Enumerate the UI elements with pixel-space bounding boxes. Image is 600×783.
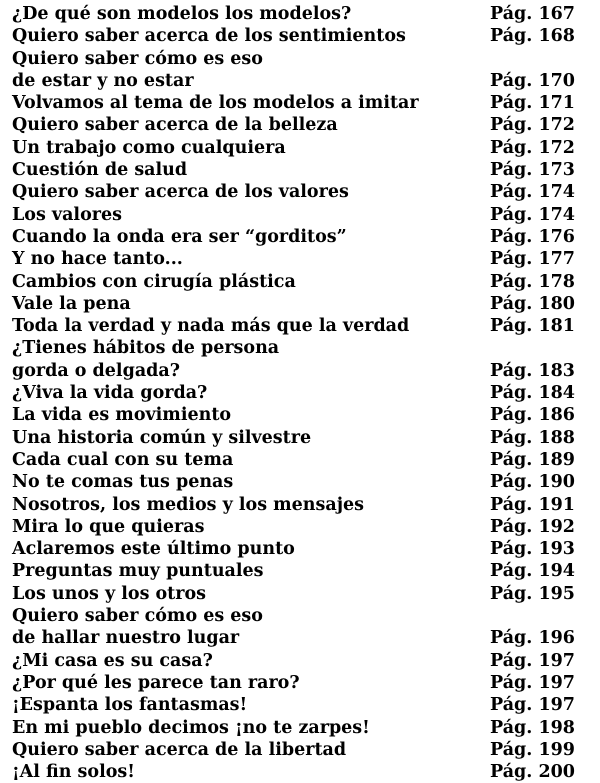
toc-entry: [12, 70, 598, 92]
toc-entry-page: Pág. 174: [490, 182, 575, 203]
toc-entry: [12, 360, 598, 382]
toc-entry-page: Pág. 184: [490, 383, 575, 404]
toc-entry: [12, 650, 598, 672]
toc-entry-page: Pág. 168: [490, 26, 575, 47]
toc-entry-title: La vida es movimiento: [12, 405, 232, 426]
toc-entry-title: ¿Por qué les parece tan raro?: [12, 672, 300, 693]
toc-entry-title: Quiero saber acerca de los sentimientos: [12, 26, 406, 47]
toc-entry: [12, 516, 598, 538]
toc-entry: [12, 137, 598, 159]
toc-entry-page: Pág. 193: [490, 539, 575, 560]
toc-entry: [12, 293, 598, 315]
toc-entry: [12, 3, 598, 25]
toc-entry: [12, 494, 598, 516]
toc-entry-title: Toda la verdad y nada más que la verdad: [12, 316, 410, 337]
toc-entry-title: Los unos y los otros: [12, 583, 207, 604]
toc-entry: [12, 427, 598, 449]
toc-entry-page: Pág. 172: [490, 115, 575, 136]
toc-entry-title: ¡Espanta los fantasmas!: [12, 695, 248, 716]
toc-entry-page: Pág. 183: [490, 360, 575, 381]
toc-entry: [12, 271, 598, 293]
toc-entry-title: ¿Mi casa es su casa?: [12, 650, 213, 671]
toc-entry-title: No te comas tus penas: [12, 472, 234, 493]
toc-entry-title: Quiero saber cómo es eso: [12, 606, 263, 627]
toc-entry-title: Cuando la onda era ser “gorditos”: [12, 226, 347, 247]
toc-entry-page: Pág. 176: [490, 226, 575, 247]
toc-entry-title: Cambios con cirugía plástica: [12, 271, 296, 292]
toc-entry-title: Quiero saber cómo es eso: [12, 48, 263, 69]
toc-entry-page: Pág. 197: [490, 695, 575, 716]
toc-entry-page: Pág. 190: [490, 472, 575, 493]
toc-entry-title: Preguntas muy puntuales: [12, 561, 264, 582]
toc-entry: [12, 114, 598, 136]
toc-entry: [12, 717, 598, 739]
toc-entry-page: Pág. 170: [490, 70, 575, 91]
toc-entry-page: Pág. 192: [490, 516, 575, 537]
toc-entry-title: ¡Al fin solos!: [12, 762, 135, 783]
toc-entry-page: Pág. 200: [490, 762, 575, 783]
toc-entry-page: Pág. 178: [490, 271, 575, 292]
toc-entry: [12, 248, 598, 270]
toc-entry-page: Pág. 195: [490, 583, 575, 604]
toc-entry-title: Cada cual con su tema: [12, 449, 234, 470]
toc-entry-title: de estar y no estar: [12, 70, 194, 91]
toc-entry: [12, 204, 598, 226]
toc-entry-page: Pág. 181: [490, 316, 575, 337]
toc-entry-page: Pág. 172: [490, 137, 575, 158]
toc-entry-title: gorda o delgada?: [12, 360, 180, 381]
toc-entry-title: Mira lo que quieras: [12, 516, 205, 537]
toc-entry-page: Pág. 188: [490, 427, 575, 448]
toc-entry-title: Quiero saber acerca de los valores: [12, 182, 349, 203]
toc-entry: [12, 181, 598, 203]
toc-entry-title: Volvamos al tema de los modelos a imitar: [12, 93, 419, 114]
toc-entry-title: ¿De qué son modelos los modelos?: [12, 4, 352, 24]
toc-entry: [12, 761, 598, 783]
toc-entry: [12, 25, 598, 47]
toc-entry: [12, 672, 598, 694]
toc-entry-title: Una historia común y silvestre: [12, 427, 312, 448]
toc-entry: [12, 92, 598, 114]
toc-entry-title: ¿Tienes hábitos de persona: [12, 338, 280, 359]
toc-entry-page: Pág. 197: [490, 672, 575, 693]
toc-entry: [12, 538, 598, 560]
toc-entry-title: Un trabajo como cualquiera: [12, 137, 286, 158]
toc-entry-title: Cuestión de salud: [12, 160, 188, 181]
toc-entry: [12, 337, 598, 359]
toc-entry: [12, 739, 598, 761]
toc-entry: [12, 694, 598, 716]
toc-entry-title: Y no hace tanto...: [12, 249, 183, 270]
toc-entry-title: Aclaremos este último punto: [12, 539, 295, 560]
toc-entry-title: Vale la pena: [12, 293, 131, 314]
toc-entry: [12, 471, 598, 493]
toc-entry-page: Pág. 196: [490, 628, 575, 649]
toc-entry-title: Los valores: [12, 204, 122, 225]
toc-entry: [12, 315, 598, 337]
toc-entry: [12, 48, 598, 70]
toc-entry: [12, 159, 598, 181]
toc-entry-title: de hallar nuestro lugar: [12, 628, 240, 649]
toc-entry-page: Pág. 197: [490, 650, 575, 671]
toc-entry: [12, 605, 598, 627]
toc-entry-page: Pág. 189: [490, 449, 575, 470]
toc-entry-title: Quiero saber acerca de la belleza: [12, 115, 338, 136]
toc-entry-title: ¿Viva la vida gorda?: [12, 383, 208, 404]
toc-entry-page: Pág. 171: [490, 93, 575, 114]
toc-entry: [12, 449, 598, 471]
toc-entry-page: Pág. 191: [490, 494, 575, 515]
toc-entry-page: Pág. 194: [490, 561, 575, 582]
toc-entry: [12, 583, 598, 605]
toc-entry-page: Pág. 174: [490, 204, 575, 225]
toc-entry-page: Pág. 199: [490, 739, 575, 760]
toc-entry-page: Pág. 167: [490, 4, 575, 24]
toc-entry-page: Pág. 186: [490, 405, 575, 426]
toc-entry: [12, 627, 598, 649]
toc-entry: [12, 382, 598, 404]
toc-entry: [12, 226, 598, 248]
toc-entry-page: Pág. 177: [490, 249, 575, 270]
toc-entry-page: Pág. 173: [490, 160, 575, 181]
toc-entry-page: Pág. 198: [490, 717, 575, 738]
toc-entry: [12, 404, 598, 426]
toc-entry: [12, 560, 598, 582]
toc-entry-title: Quiero saber acerca de la libertad: [12, 739, 347, 760]
toc-entry-title: Nosotros, los medios y los mensajes: [12, 494, 365, 515]
table-of-contents: [12, 3, 598, 783]
toc-entry-title: En mi pueblo decimos ¡no te zarpes!: [12, 717, 370, 738]
toc-entry-page: Pág. 180: [490, 293, 575, 314]
